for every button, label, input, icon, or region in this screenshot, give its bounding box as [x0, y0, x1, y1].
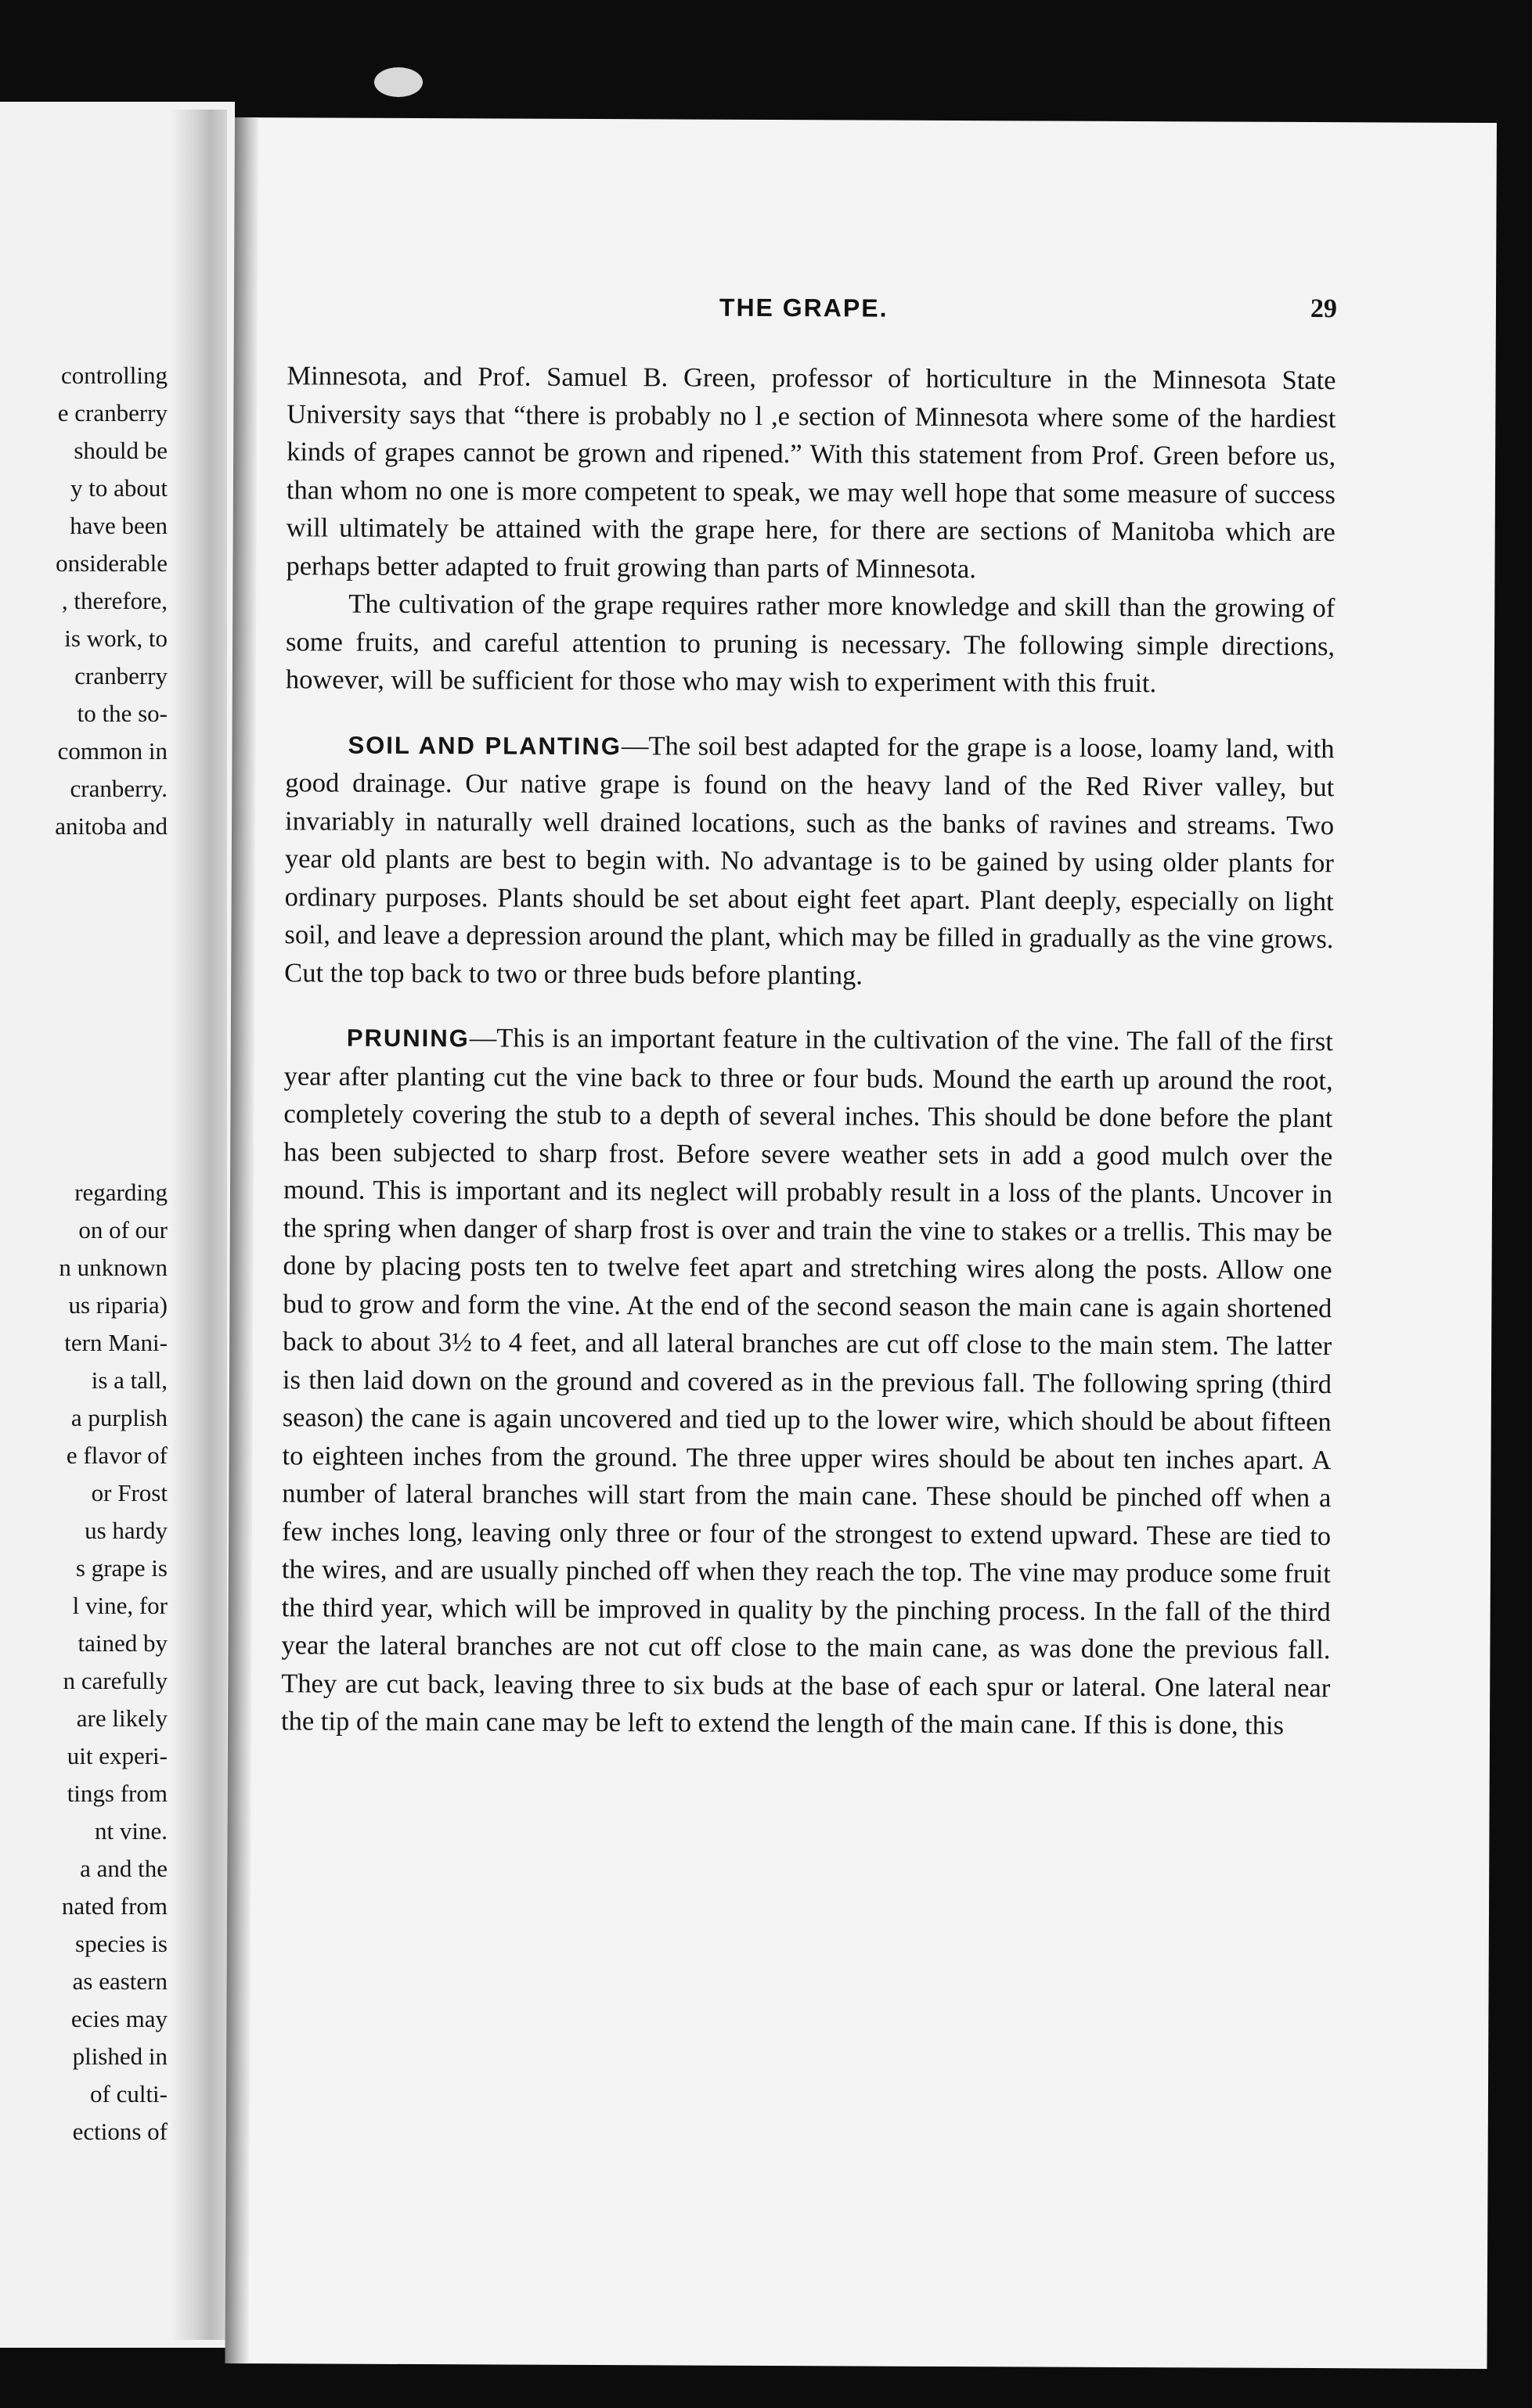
facing-page-line: a and the [80, 1855, 168, 1882]
facing-page-line: of culti- [90, 2080, 168, 2107]
facing-page-line: ections of [72, 2118, 168, 2145]
facing-page-line: ecies may [70, 2005, 168, 2032]
pruning-heading: PRUNING [346, 1024, 470, 1053]
facing-page-text-top [0, 357, 168, 845]
facing-page-line: n carefully [63, 1667, 168, 1694]
facing-page-line: controlling [60, 362, 168, 389]
paragraph-1: Minnesota, and Prof. Samuel B. Green, professor of horticulture in the Minnesota State University says that “there is probably no l ,e section of Minnesota where some of the hardiest kinds of grapes cannot be grown and ripened.” With this statement from Prof. Green before us, than whom no one is more competent to speak, we may well hope that some measure of success will ultimately be attained with the grape here, for there are sections of Manitoba which are perhaps better adapted to fruit growing than parts of Minnesota. [286, 361, 1336, 584]
facing-page-line: tings from [67, 1780, 168, 1807]
facing-page-gutter-shadow [172, 110, 227, 2340]
facing-page-line: us riparia) [68, 1291, 168, 1319]
facing-page-line: tained by [78, 1629, 168, 1657]
soil-heading: SOIL AND PLANTING [348, 731, 622, 760]
facing-page-line: onsiderable [56, 549, 168, 577]
facing-page-line: a purplish [70, 1404, 168, 1431]
page [225, 117, 1497, 2369]
facing-page-line: e flavor of [66, 1442, 168, 1469]
facing-page-line: n unknown [59, 1254, 168, 1281]
facing-page-line: regarding [74, 1179, 168, 1206]
facing-page-line: should be [74, 437, 168, 464]
facing-page-line: anitoba and [55, 812, 168, 840]
facing-page-line: is work, to [64, 624, 168, 652]
pruning-section [281, 1018, 1333, 1744]
scan-artifact [374, 67, 423, 97]
pruning-text: —This is an important feature in the cultivation of the vine. The fall of the first year after planting cut the vine back to three or four buds. Mound the earth up around the root, completely covering the stub to a depth of several inches. This should be done before the plant has been subjected to sharp frost. Before severe weather sets in add a good mulch over the mound. This is important and its neglect will probably result in a loss of the plants. Uncover in the spring when danger of sharp frost is over and train the vine to stakes or a trellis. This may be done by placing posts ten to twelve feet apart and stretching wires along the posts. Allow one bud to grow and form the vine. At the end of the second season the main cane is again shortened back to about 3½ to 4 feet, and all lateral branches are cut off close to the main stem. The latter is then laid down on the ground and covered as in the previous fall. The following spring (third season) the cane is again uncovered and tied up to the lower wire, which should be about fifteen to eighteen inches from the ground. The three upper wires should be about ten inches apart. A number of lateral branches will start from the main cane. These should be pinched off when a few inches long, leaving only three or four of the strongest to extend upward. These are tied to the wires, and are usually pinched off when they reach the top. The vine may produce some fruit the third year, which will be improved in quality by the pinching process. In the fall of the third year the lateral branches are not cut off close to the main cane, as was done the previous fall. They are cut back, leaving three to six buds at the base of each spur or lateral. One lateral near the tip of the main cane may be left to extend the length of the main cane. If this is done, this [280, 1023, 1333, 1740]
soil-text: —The soil best adapted for the grape is a loose, loamy land, with good drainage. Our native grape is found on the heavy land of the Red River valley, but invariably in naturally well drained locations, such as the banks of ravines and streams. Two year old plants are best to begin with. No advantage is to be gained by using older plants for ordinary purposes. Plants should be set about eight feet apart. Plant deeply, especially on light soil, and leave a depression around the plant, which may be filled in gradually as the vine grows. Cut the top back to two or three buds before planting. [284, 730, 1335, 991]
facing-page-line: cranberry [74, 662, 168, 689]
facing-page-line: to the so- [77, 700, 168, 727]
facing-page-line: uit experi- [67, 1742, 168, 1769]
paragraph-2: The cultivation of the grape requires rather more knowledge and skill than the growing of some fruits, and careful attention to pruning is necessary. The following simple directions, however, will be sufficient for those who may wish to experiment with this fruit. [285, 589, 1336, 699]
facing-page-line: l vine, for [72, 1592, 168, 1619]
facing-page-line: common in [57, 737, 168, 765]
facing-page-line: on of our [78, 1216, 168, 1244]
facing-page-line: us hardy [85, 1517, 168, 1544]
facing-page-line: , therefore, [61, 587, 168, 614]
facing-page-line: is a tall, [91, 1366, 168, 1394]
facing-page-line: e cranberry [57, 399, 168, 427]
facing-page-line: s grape is [75, 1554, 168, 1582]
facing-page-line: cranberry. [70, 775, 168, 802]
facing-page-text-bottom [0, 1174, 168, 2151]
facing-page-line: nated from [61, 1892, 168, 1920]
facing-page-line: nt vine. [95, 1817, 168, 1845]
facing-page-line: tern Mani- [64, 1329, 168, 1356]
facing-page-line: as eastern [72, 1967, 168, 1995]
body-text [281, 357, 1336, 1744]
facing-page-line: or Frost [91, 1479, 168, 1506]
running-head: THE GRAPE. [719, 293, 889, 322]
facing-page-line: species is [75, 1930, 168, 1957]
facing-page-line: plished in [72, 2043, 168, 2070]
facing-page-line: are likely [76, 1704, 168, 1732]
page-number: 29 [1310, 293, 1338, 324]
facing-page-line: have been [70, 512, 168, 539]
facing-page-line: y to about [70, 474, 168, 502]
soil-section [284, 725, 1334, 996]
